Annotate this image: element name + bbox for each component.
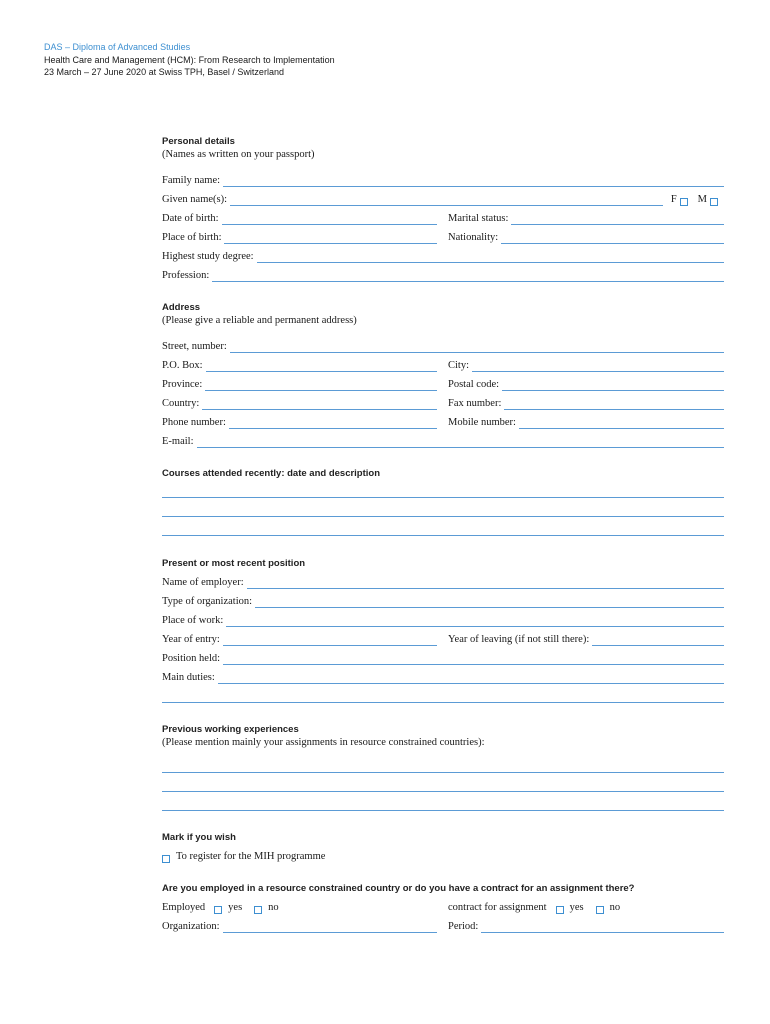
province-field[interactable]	[205, 378, 437, 391]
org-type-label: Type of organization:	[162, 596, 253, 607]
position-held-row	[162, 651, 724, 665]
email-field[interactable]	[197, 435, 725, 448]
entry-field[interactable]	[223, 633, 437, 646]
organization-field[interactable]	[223, 920, 437, 933]
employer-field[interactable]	[247, 576, 724, 589]
leaving-label: Year of leaving (if not still there):	[448, 634, 590, 645]
employed-contract-row	[162, 900, 724, 914]
contract-yes-checkbox[interactable]	[556, 906, 564, 914]
street-row	[162, 339, 724, 353]
employment-heading: Are you employed in a resource constrained country or do you have a contract for an assignment there?	[162, 883, 635, 894]
email-label: E-mail:	[162, 436, 194, 447]
place-of-work-field[interactable]	[226, 614, 724, 627]
organization-label: Organization:	[162, 921, 220, 932]
profession-field[interactable]	[212, 269, 724, 282]
employed-no-checkbox[interactable]	[254, 906, 262, 914]
family-name-row	[162, 173, 724, 187]
city-label: City:	[448, 360, 470, 371]
province-label: Province:	[162, 379, 203, 390]
phone-label: Phone number:	[162, 417, 226, 428]
postal-label: Postal code:	[448, 379, 500, 390]
entry-label: Year of entry:	[162, 634, 220, 645]
degree-field[interactable]	[257, 250, 724, 263]
position-held-label: Position held:	[162, 653, 221, 664]
employed-no-label: no	[268, 902, 279, 913]
place-nationality-row	[162, 230, 724, 244]
fax-field[interactable]	[504, 397, 724, 410]
birth-marital-row	[162, 211, 724, 225]
sex-male-label: M	[697, 194, 707, 205]
employer-label: Name of employer:	[162, 577, 244, 588]
marital-label: Marital status:	[448, 213, 509, 224]
duties-line-2[interactable]	[162, 702, 724, 703]
sex-male-checkbox[interactable]	[710, 198, 718, 206]
pobox-field[interactable]	[206, 359, 437, 372]
duties-field[interactable]	[218, 671, 724, 684]
contract-label: contract for assignment	[448, 902, 547, 913]
marital-field[interactable]	[511, 212, 724, 225]
employed-label: Employed	[162, 902, 206, 913]
org-type-field[interactable]	[255, 595, 724, 608]
profession-row	[162, 268, 724, 282]
pobox-city-row	[162, 358, 724, 372]
previous-line-1[interactable]	[162, 772, 724, 773]
province-postal-row	[162, 377, 724, 391]
previous-note: (Please mention mainly your assignments in resource constrained countries):	[162, 737, 485, 748]
courses-heading: Courses attended recently: date and description	[162, 468, 381, 479]
mih-row	[162, 849, 724, 863]
header-dates: 23 March – 27 June 2020 at Swiss TPH, Basel / Switzerland	[44, 67, 284, 77]
courses-line-1[interactable]	[162, 497, 724, 498]
place-of-work-label: Place of work:	[162, 615, 224, 626]
mih-checkbox[interactable]	[162, 855, 170, 863]
given-names-label: Given name(s):	[162, 194, 228, 205]
duties-row	[162, 670, 724, 684]
organization-period-row	[162, 919, 724, 933]
entry-leaving-row	[162, 632, 724, 646]
header-programme: DAS – Diploma of Advanced Studies	[44, 42, 191, 52]
mark-heading: Mark if you wish	[162, 832, 236, 843]
nationality-field[interactable]	[501, 231, 724, 244]
contract-no-checkbox[interactable]	[596, 906, 604, 914]
street-label: Street, number:	[162, 341, 227, 352]
family-name-label: Family name:	[162, 175, 221, 186]
country-label: Country:	[162, 398, 200, 409]
given-names-field[interactable]	[230, 193, 663, 206]
country-field[interactable]	[202, 397, 437, 410]
place-of-work-row	[162, 613, 724, 627]
contract-no-label: no	[609, 902, 621, 913]
street-field[interactable]	[230, 340, 724, 353]
address-note: (Please give a reliable and permanent address)	[162, 315, 357, 326]
duties-label: Main duties:	[162, 672, 215, 683]
phone-mobile-row	[162, 415, 724, 429]
employed-yes-label: yes	[228, 902, 243, 913]
dob-field[interactable]	[222, 212, 437, 225]
position-heading: Present or most recent position	[162, 558, 306, 569]
postal-field[interactable]	[502, 378, 724, 391]
pob-field[interactable]	[224, 231, 437, 244]
period-label: Period:	[448, 921, 479, 932]
phone-field[interactable]	[229, 416, 437, 429]
personal-details-heading: Personal details	[162, 136, 235, 147]
pob-label: Place of birth:	[162, 232, 222, 243]
courses-line-3[interactable]	[162, 535, 724, 536]
personal-details-note: (Names as written on your passport)	[162, 149, 315, 160]
leaving-field[interactable]	[592, 633, 724, 646]
employed-yes-checkbox[interactable]	[214, 906, 222, 914]
degree-label: Highest study degree:	[162, 251, 254, 262]
degree-row	[162, 249, 724, 263]
pobox-label: P.O. Box:	[162, 360, 203, 371]
dob-label: Date of birth:	[162, 213, 219, 224]
mobile-label: Mobile number:	[448, 417, 516, 428]
previous-line-2[interactable]	[162, 791, 724, 792]
family-name-field[interactable]	[223, 174, 724, 187]
fax-label: Fax number:	[448, 398, 502, 409]
address-heading: Address	[162, 302, 201, 313]
period-field[interactable]	[481, 920, 724, 933]
sex-female-label: F	[670, 194, 677, 205]
email-row	[162, 434, 724, 448]
country-fax-row	[162, 396, 724, 410]
document-header	[44, 41, 335, 79]
mobile-field[interactable]	[519, 416, 724, 429]
org-type-row	[162, 594, 724, 608]
profession-label: Profession:	[162, 270, 210, 281]
nationality-label: Nationality:	[448, 232, 499, 243]
city-field[interactable]	[472, 359, 724, 372]
mih-label: To register for the MIH programme	[176, 851, 326, 862]
sex-female-checkbox[interactable]	[680, 198, 688, 206]
employer-row	[162, 575, 724, 589]
position-held-field[interactable]	[223, 652, 724, 665]
header-course-title: Health Care and Management (HCM): From Research to Implementation	[44, 54, 335, 65]
given-names-row	[162, 192, 724, 206]
previous-line-3[interactable]	[162, 810, 724, 811]
contract-yes-label: yes	[569, 902, 584, 913]
courses-line-2[interactable]	[162, 516, 724, 517]
previous-heading: Previous working experiences	[162, 724, 299, 735]
